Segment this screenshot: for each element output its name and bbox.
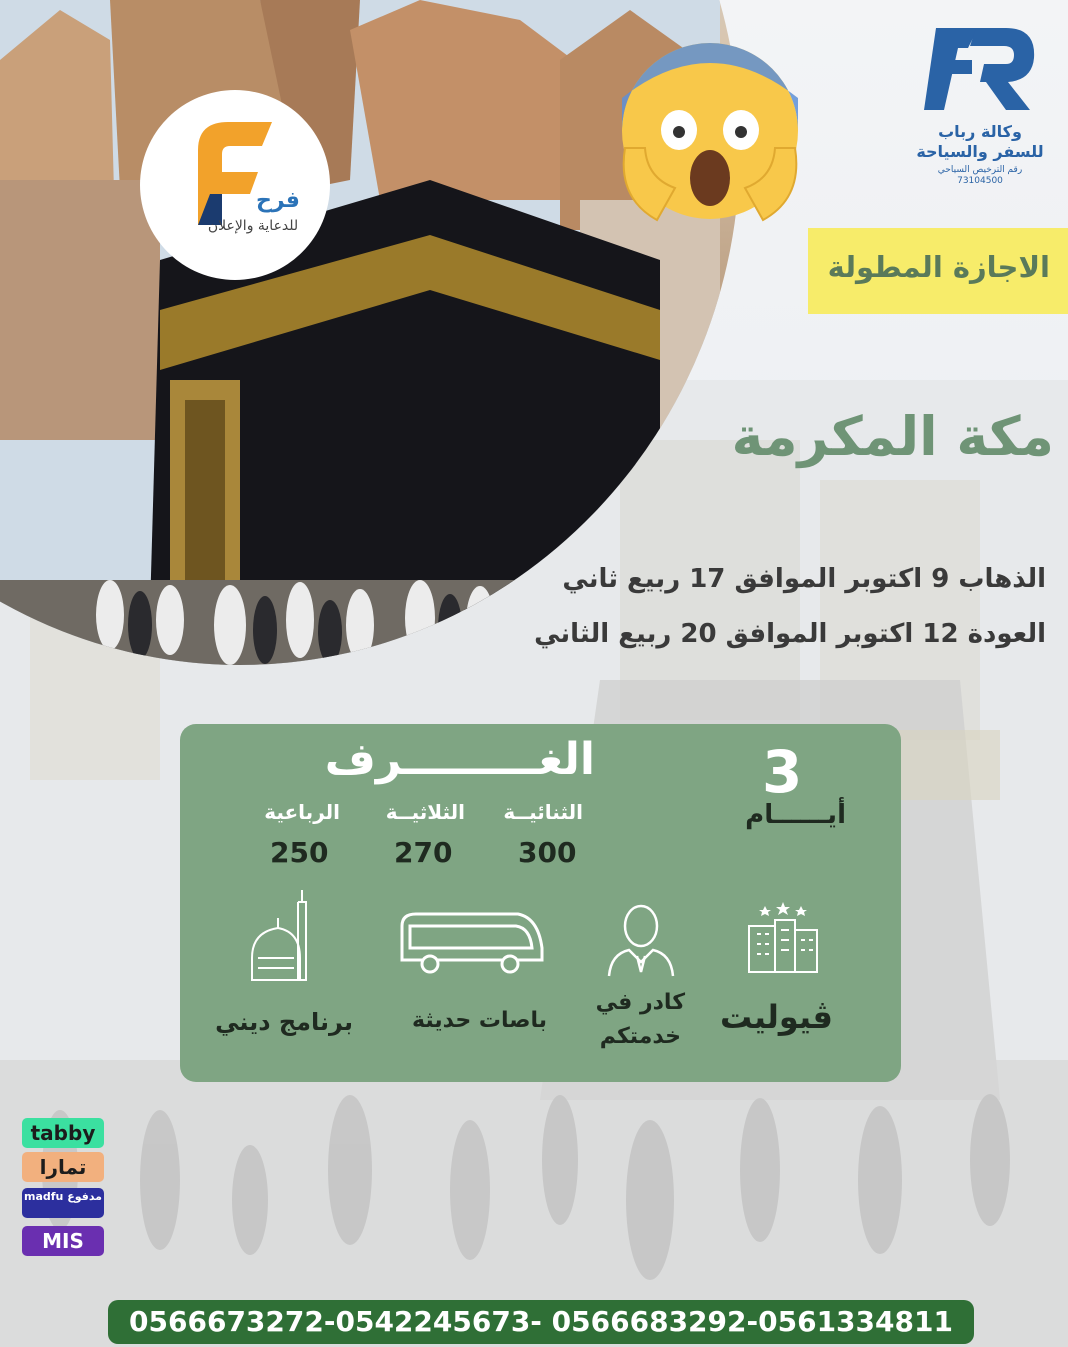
rooms-title: الغـــــــــرف: [324, 734, 595, 785]
payment-tabby: tabby: [22, 1118, 104, 1148]
scared-face-icon: [617, 38, 803, 224]
room-quad-label: الرباعية: [264, 800, 340, 824]
license-number: 73104500: [957, 176, 1003, 186]
package-card: [180, 724, 901, 1082]
feature-hotel-label: ڤيوليت: [719, 998, 833, 1036]
feature-program-label: برنامج ديني: [215, 1008, 353, 1036]
payment-tamara: تمارا: [22, 1152, 104, 1182]
staff-icon: [603, 900, 679, 978]
agency-name-line1: وكالة رباب: [938, 122, 1022, 141]
phone-numbers: 0566673272-0542245673- 0566683292-0561334811: [108, 1300, 974, 1344]
farah-f-icon: [140, 90, 330, 280]
farah-name: فرح: [256, 188, 300, 213]
room-triple-price: 270: [394, 836, 453, 869]
feature-staff-line1: كادر في: [595, 990, 685, 1015]
offer-label: الاجازة المطولة: [827, 250, 1050, 284]
mosque-icon: [244, 888, 324, 984]
feature-staff-label: [596, 986, 685, 1054]
offer-label-box: [808, 228, 1068, 314]
bus-icon: [398, 908, 546, 976]
license-label: رقم الترخيص السياحي: [937, 165, 1023, 175]
room-double-label: الثنائيــة: [503, 800, 583, 824]
feature-bus-label: باصات حديثة: [412, 1008, 547, 1033]
feature-staff-line2: خدمتكم: [599, 1024, 681, 1049]
room-double-price: 300: [518, 836, 577, 869]
room-quad-price: 250: [270, 836, 329, 869]
agency-license: [920, 165, 1040, 187]
days-number: 3: [762, 738, 803, 806]
return-date: العودة 12 اكتوبر الموافق 20 ربيع الثاني: [534, 619, 1046, 649]
room-triple-label: الثلاثيــة: [385, 800, 465, 824]
farah-tagline: للدعاية والإعلان: [207, 218, 299, 234]
agency-r-icon: [918, 20, 1048, 120]
farah-logo: [140, 90, 330, 280]
payment-mis: MIS: [22, 1226, 104, 1256]
payment-madfu: madfu مدفوع: [22, 1188, 104, 1218]
days-label: أيــــــام: [745, 800, 846, 830]
agency-name: [900, 122, 1060, 162]
agency-name-line2: للسفر والسياحة: [916, 142, 1044, 161]
hotel-icon: [743, 900, 823, 976]
departure-date: الذهاب 9 اكتوبر الموافق 17 ربيع ثاني: [562, 564, 1046, 594]
city-title: مكة المكرمة: [731, 405, 1054, 468]
